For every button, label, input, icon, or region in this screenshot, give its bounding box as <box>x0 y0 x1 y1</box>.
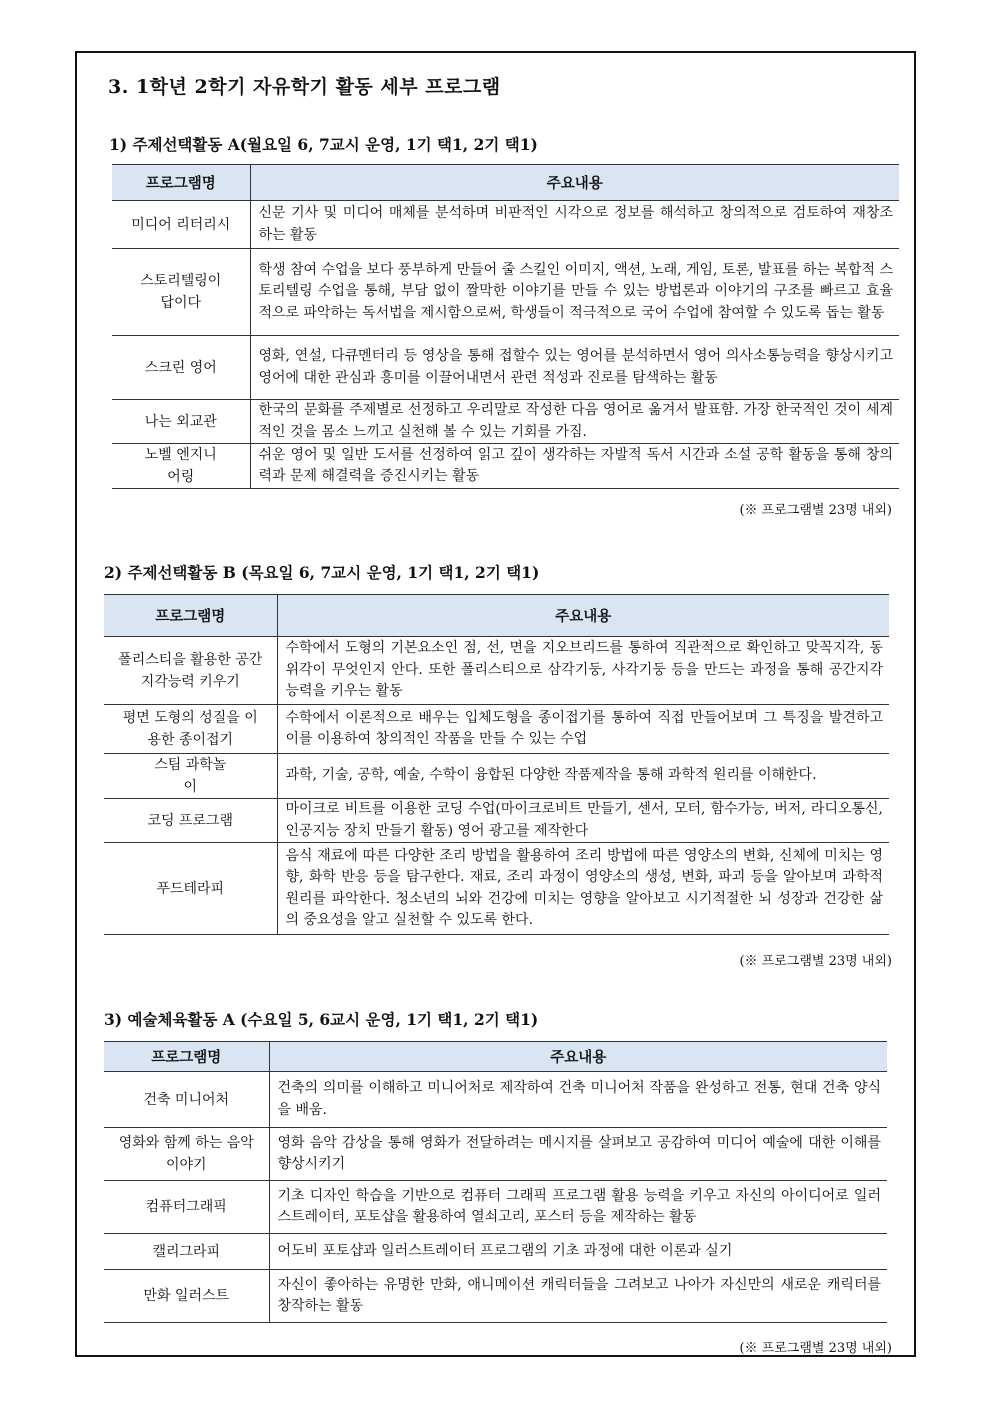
program-name: 건축 미니어처 <box>104 1072 269 1128</box>
table-row <box>112 249 899 336</box>
capacity-note: (※ 프로그램별 23명 내외) <box>739 503 892 518</box>
program-desc: 수학에서 이론적으로 배우는 입체도형을 종이접기를 통하여 직접 만들어보며 그 특징을 발견하고 이를 이용하여 창의적인 작품을 만들 수 있는 수업 <box>277 705 889 754</box>
table-row <box>104 1072 887 1128</box>
col-header-content: 주요내용 <box>277 595 889 637</box>
program-table <box>104 1041 887 1323</box>
program-desc: 신문 기사 및 미디어 매체를 분석하며 비판적인 시각으로 정보를 해석하고 창의적으로 검토하여 재창조하는 활동 <box>250 201 899 249</box>
program-name: 캘리그라피 <box>104 1234 269 1270</box>
program-table <box>104 594 889 935</box>
program-desc: 과학, 기술, 공학, 예술, 수학이 융합된 다양한 작품제작을 통해 과학적 원리를 이해한다. <box>277 754 889 799</box>
program-name: 만화 일러스트 <box>104 1270 269 1323</box>
table-row <box>104 1128 887 1181</box>
col-header-program: 프로그램명 <box>104 595 277 637</box>
table-row <box>104 637 889 705</box>
program-name: 노벨 엔지니어링 <box>112 444 250 489</box>
program-name: 영화와 함께 하는 음악 이야기 <box>104 1128 269 1181</box>
col-header-content: 주요내용 <box>269 1042 887 1072</box>
col-header-program: 프로그램명 <box>112 165 250 201</box>
program-desc: 영화 음악 감상을 통해 영화가 전달하려는 메시지를 살펴보고 공감하여 미디어 예술에 대한 이해를 향상시키기 <box>269 1128 887 1181</box>
program-desc: 자신이 좋아하는 유명한 만화, 애니메이션 캐릭터들을 그려보고 나아가 자신만의 새로운 캐릭터를 창작하는 활동 <box>269 1270 887 1323</box>
program-table <box>112 164 899 489</box>
program-name: 폴리스티을 활용한 공간지각능력 키우기 <box>104 637 277 705</box>
table-row <box>112 336 899 400</box>
program-desc: 학생 참여 수업을 보다 풍부하게 만들어 줄 스킬인 이미지, 액션, 노래, 게임, 토론, 발표를 하는 복합적 스토리텔링 수업을 통해, 부담 없이 짤막한 이야기를 만들 수 있는 방법론과 이야기의 구조를 빠르고 효율적으로 파악하는 독서법을 제시함으로써, 학생들이 적극적으로 국어 수업에 참여할 수 있도록 돕는 활동 <box>250 249 899 336</box>
program-name: 푸드테라피 <box>104 843 277 935</box>
section-heading: 3) 예술체육활동 A (수요일 5, 6교시 운영, 1기 택1, 2기 택1) <box>104 1010 539 1029</box>
program-desc: 기초 디자인 학습을 기반으로 컴퓨터 그래픽 프로그램 활용 능력을 키우고 자신의 아이디어로 일러스트레이터, 포토샵을 활용하여 열쇠고리, 포스터 등을 제작하는 활동 <box>269 1181 887 1234</box>
page-title: 3. 1학년 2학기 자유학기 활동 세부 프로그램 <box>108 76 501 98</box>
table-row <box>112 400 899 444</box>
program-desc: 영화, 연설, 다큐멘터리 등 영상을 통해 접할수 있는 영어를 분석하면서 영어 의사소통능력을 향상시키고 영어에 대한 관심과 흥미를 이끌어내면서 관련 적성과 진로를 탐색하는 활동 <box>250 336 899 400</box>
program-name: 스크린 영어 <box>112 336 250 400</box>
program-name: 컴퓨터그래픽 <box>104 1181 269 1234</box>
capacity-note: (※ 프로그램별 23명 내외) <box>739 954 892 969</box>
section-heading: 2) 주제선택활동 B (목요일 6, 7교시 운영, 1기 택1, 2기 택1) <box>104 563 540 582</box>
table-row <box>112 444 899 489</box>
program-name: 스토리텔링이 답이다 <box>112 249 250 336</box>
program-desc: 건축의 의미를 이해하고 미니어처로 제작하여 건축 미니어처 작품을 완성하고 전통, 현대 건축 양식을 배움. <box>269 1072 887 1128</box>
table-row <box>104 1270 887 1323</box>
col-header-content: 주요내용 <box>250 165 899 201</box>
table-row <box>104 799 889 843</box>
capacity-note: (※ 프로그램별 23명 내외) <box>739 1341 892 1356</box>
program-desc: 음식 재료에 따른 다양한 조리 방법을 활용하여 조리 방법에 따른 영양소의 변화, 신체에 미치는 영향, 화학 반응 등을 탐구한다. 재료, 조리 과정이 영양소의 생성, 변화, 파괴 등을 알아보며 과학적 원리를 파악한다. 청소년의 뇌와 건강에 미치는 영향을 알아보고 시기적절한 뇌 성장과 건강한 삶의 중요성을 알고 실천할 수 있도록 한다. <box>277 843 889 935</box>
program-desc: 쉬운 영어 및 일반 도서를 선정하여 읽고 깊이 생각하는 자발적 독서 시간과 소설 공학 활동을 통해 창의력과 문제 해결력을 증진시키는 활동 <box>250 444 899 489</box>
program-desc: 마이크로 비트를 이용한 코딩 수업(마이크로비트 만들기, 센서, 모터, 함수가능, 버저, 라디오통신, 인공지능 장치 만들기 활동) 영어 광고를 제작한다 <box>277 799 889 843</box>
col-header-program: 프로그램명 <box>104 1042 269 1072</box>
table-row <box>104 843 889 935</box>
table-row <box>104 705 889 754</box>
program-name: 미디어 리터리시 <box>112 201 250 249</box>
table-row <box>104 1234 887 1270</box>
program-name: 나는 외교관 <box>112 400 250 444</box>
program-name: 스팀 과학놀이 <box>104 754 277 799</box>
program-desc: 한국의 문화를 주제별로 선정하고 우리말로 작성한 다음 영어로 옮겨서 발표함. 가장 한국적인 것이 세계적인 것을 몸소 느끼고 실천해 볼 수 있는 기회를 가짐. <box>250 400 899 444</box>
program-name: 평면 도형의 성질을 이용한 종이접기 <box>104 705 277 754</box>
program-desc: 수학에서 도형의 기본요소인 점, 선, 면을 지오브리드를 통하여 직관적으로 확인하고 맞꼭지각, 동위각이 무엇인지 안다. 또한 폴리스티으로 삼각기둥, 사각기둥 등을 만드는 과정을 통해 공간지각능력을 키우는 활동 <box>277 637 889 705</box>
table-row <box>104 1181 887 1234</box>
section-heading: 1) 주제선택활동 A(월요일 6, 7교시 운영, 1기 택1, 2기 택1) <box>109 135 538 154</box>
table-row <box>104 754 889 799</box>
table-row <box>112 201 899 249</box>
program-name: 코딩 프로그램 <box>104 799 277 843</box>
program-desc: 어도비 포토샵과 일러스트레이터 프로그램의 기초 과정에 대한 이론과 실기 <box>269 1234 887 1270</box>
